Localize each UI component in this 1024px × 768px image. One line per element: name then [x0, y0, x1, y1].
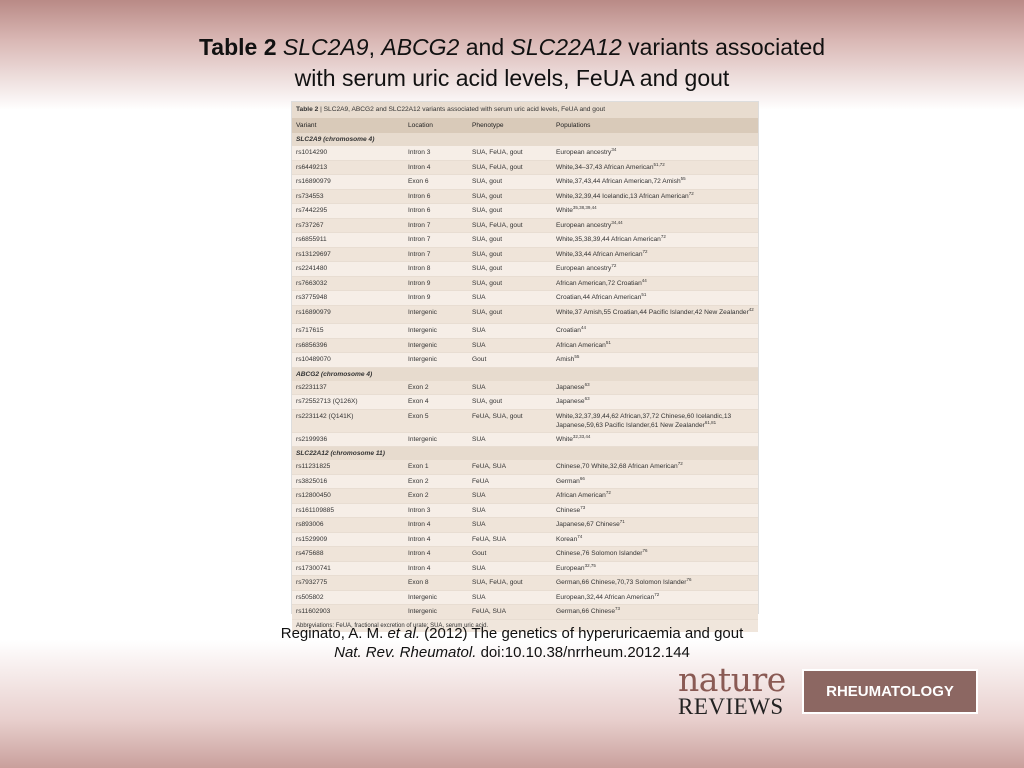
variants-table — [291, 101, 759, 629]
cell-phenotype: SUA, gout — [472, 178, 503, 185]
reference-superscript: 71 — [619, 518, 625, 524]
citation-rest: (2012) The genetics of hyperuricaemia and gout — [424, 625, 744, 642]
table-row — [292, 518, 758, 533]
cell-populations — [556, 412, 758, 430]
population-text: Japanese — [556, 383, 585, 391]
reference-superscript: 51,72 — [653, 161, 665, 167]
cell-location: Intron 9 — [408, 279, 431, 287]
cell-variant: rs893006 — [296, 521, 324, 528]
table-row — [292, 262, 758, 277]
cell-populations — [556, 605, 758, 619]
cell-phenotype: SUA, FeUA, gout — [472, 579, 523, 586]
cell-phenotype: SUA — [472, 294, 486, 301]
cell-variant: rs6449213 — [296, 163, 328, 171]
reference-superscript: 63 — [584, 381, 590, 387]
population-text: Amish — [556, 356, 575, 363]
title-gene1: SLC2A9 — [282, 34, 369, 60]
reference-superscript: 76 — [642, 547, 648, 553]
cell-variant: rs12800450 — [296, 492, 331, 499]
cell-variant: rs7932775 — [296, 579, 328, 586]
cell-location: Intron 4 — [408, 564, 431, 572]
reference-superscript: 74 — [577, 533, 583, 539]
table-row — [292, 248, 758, 263]
cell-populations — [556, 219, 758, 233]
cell-variant: rs505802 — [296, 593, 324, 601]
table-section-title: SLC2A9 (chromosome 4) — [292, 133, 758, 146]
table-row — [292, 475, 758, 490]
cell-phenotype: SUA — [472, 521, 486, 528]
cell-populations — [556, 489, 758, 503]
reference-superscript: 76 — [686, 576, 692, 582]
cell-populations — [556, 277, 758, 291]
header-phenotype: Phenotype — [472, 122, 504, 129]
cell-phenotype: SUA, gout — [472, 250, 503, 258]
cell-populations — [556, 591, 758, 605]
reference-superscript: 72 — [660, 233, 666, 239]
reference-superscript: 73 — [615, 605, 621, 611]
cell-phenotype: FeUA, SUA — [472, 463, 507, 470]
table-row — [292, 277, 758, 292]
reference-superscript: 55 — [680, 175, 686, 181]
cell-phenotype: SUA — [472, 492, 486, 499]
reference-superscript: 72 — [688, 190, 694, 196]
citation-line1 — [0, 624, 1024, 643]
cell-populations — [556, 433, 758, 447]
cell-populations — [556, 395, 758, 409]
cell-phenotype: FeUA, SUA — [472, 535, 507, 543]
cell-variant: rs2241480 — [296, 265, 328, 272]
cell-variant: rs717615 — [296, 327, 324, 334]
cell-populations — [556, 324, 758, 338]
cell-variant: rs11231825 — [296, 463, 331, 470]
population-text: Chinese,76 Solomon Islander — [556, 550, 643, 557]
table-abbreviations: Abbreviations: FeUA, fractional excretion of urate; SUA, serum uric acid. — [292, 620, 758, 632]
cell-variant: rs161109885 — [296, 506, 335, 514]
table-caption — [292, 102, 758, 118]
cell-populations — [556, 291, 758, 305]
cell-phenotype: SUA, FeUA, gout — [472, 149, 523, 156]
table-row — [292, 381, 758, 396]
reference-superscript: 44 — [641, 277, 647, 283]
cell-phenotype: FeUA, SUA — [472, 608, 507, 615]
cell-variant: rs475688 — [296, 550, 324, 557]
table-row — [292, 291, 758, 306]
table-row — [292, 504, 758, 519]
citation-doi: doi:10.10.38/nrrheum.2012.144 — [480, 644, 690, 661]
table-row — [292, 219, 758, 234]
cell-variant: rs16890979 — [296, 178, 331, 185]
title-gene2: ABCG2 — [381, 34, 460, 60]
cell-location: Exon 8 — [408, 579, 429, 586]
cell-location: Intergenic — [408, 435, 437, 443]
title-sep1: , — [368, 34, 375, 60]
cell-location: Intron 4 — [408, 535, 431, 543]
table-row — [292, 306, 758, 325]
table-row — [292, 339, 758, 354]
cell-variant: rs13129697 — [296, 250, 331, 258]
table-section-title: SLC22A12 (chromosome 11) — [292, 447, 758, 460]
cell-location: Intergenic — [408, 608, 437, 615]
title-rest: variants associated — [628, 34, 826, 60]
table-row — [292, 175, 758, 190]
population-text: Croatian — [556, 327, 581, 334]
table-row — [292, 547, 758, 562]
cell-populations — [556, 190, 758, 204]
cell-location: Intron 3 — [408, 506, 431, 514]
cell-phenotype: Gout — [472, 356, 487, 363]
population-text: Japanese — [556, 398, 585, 405]
cell-variant: rs3825016 — [296, 477, 328, 485]
cell-populations — [556, 308, 758, 317]
table-row — [292, 562, 758, 577]
citation — [0, 624, 1024, 662]
cell-location: Intergenic — [408, 593, 437, 601]
cell-populations — [556, 576, 758, 590]
cell-phenotype: SUA — [472, 383, 486, 391]
cell-location: Exon 4 — [408, 398, 429, 405]
population-text: European — [556, 564, 585, 572]
cell-variant: rs1014290 — [296, 149, 328, 156]
reference-superscript: 72 — [677, 460, 683, 466]
cell-variant: rs1529909 — [296, 535, 328, 543]
population-text: African American — [556, 492, 606, 499]
cell-variant: rs16890979 — [296, 308, 331, 316]
table-row — [292, 395, 758, 410]
title-bold: Table 2 — [198, 34, 277, 60]
cell-phenotype: SUA — [472, 564, 486, 572]
cell-populations — [556, 353, 758, 367]
cell-location: Intron 7 — [408, 236, 431, 243]
cell-location: Intron 4 — [408, 521, 431, 528]
cell-phenotype: SUA, gout — [472, 398, 503, 405]
cell-phenotype: SUA, gout — [472, 192, 503, 200]
citation-etal: et al. — [387, 625, 420, 642]
cell-variant: rs11602903 — [296, 608, 331, 615]
cell-phenotype: SUA, FeUA, gout — [472, 221, 523, 229]
cell-variant: rs2231142 (Q141K) — [296, 412, 354, 420]
slide-title-line2: with serum uric acid levels, FeUA and gout — [294, 65, 730, 91]
cell-phenotype: SUA, gout — [472, 279, 503, 287]
reference-superscript: 34 — [611, 146, 617, 152]
reference-superscript: 72 — [642, 248, 648, 254]
cell-populations — [556, 175, 758, 189]
population-text: European ancestry — [556, 265, 612, 272]
reference-superscript: 35,38,39,44 — [572, 204, 597, 210]
reference-superscript: 63 — [584, 395, 590, 401]
cell-location: Intron 6 — [408, 207, 431, 214]
cell-location: Intron 4 — [408, 550, 431, 557]
cell-populations — [556, 262, 758, 276]
reference-superscript: 44 — [580, 324, 586, 330]
table-caption-text: | SLC2A9, ABCG2 and SLC22A12 variants associated with serum uric acid levels, FeUA and gout — [320, 106, 606, 113]
population-text: German,66 Chinese — [556, 608, 616, 615]
population-text: Chinese — [556, 506, 581, 514]
cell-location: Exon 6 — [408, 178, 429, 185]
cell-variant: rs2231137 — [296, 383, 327, 391]
table-section-title: ABCG2 (chromosome 4) — [292, 368, 758, 381]
reference-superscript: 72 — [611, 262, 617, 268]
cell-variant: rs3775948 — [296, 294, 328, 301]
population-text: African American,72 Croatian — [556, 279, 642, 287]
cell-location: Intron 8 — [408, 265, 431, 272]
cell-location: Intron 7 — [408, 221, 431, 229]
population-text: Croatian,44 African American — [556, 294, 642, 301]
cell-phenotype: SUA, gout — [472, 236, 503, 243]
table-body — [292, 133, 758, 620]
cell-variant: rs737267 — [296, 221, 324, 229]
cell-populations — [556, 562, 758, 576]
cell-phenotype: SUA — [472, 593, 486, 601]
population-text: White,34–37,43 African American — [556, 163, 654, 171]
cell-variant: rs10489070 — [296, 356, 331, 363]
cell-populations — [556, 161, 758, 175]
cell-variant: rs7663032 — [296, 279, 328, 287]
cell-populations — [556, 381, 758, 395]
population-text: White,37,43,44 African American,72 Amish — [556, 178, 681, 185]
population-text: White — [556, 435, 573, 443]
cell-location: Intergenic — [408, 341, 437, 349]
cell-variant: rs6855911 — [296, 236, 327, 243]
slide-title-line1 — [0, 32, 1024, 63]
reference-superscript: 66 — [579, 475, 585, 481]
table-row — [292, 433, 758, 448]
cell-populations — [556, 146, 758, 160]
cell-phenotype: Gout — [472, 550, 487, 557]
reference-superscript: 72 — [654, 591, 660, 597]
cell-populations — [556, 233, 758, 247]
table-header-row — [292, 118, 758, 133]
citation-journal: Nat. Rev. Rheumatol. — [334, 644, 477, 661]
cell-location: Intron 6 — [408, 192, 431, 200]
cell-location: Exon 2 — [408, 477, 429, 485]
population-text: White,33,44 African American — [556, 250, 643, 258]
cell-variant: rs2199936 — [296, 435, 328, 443]
cell-populations — [556, 339, 758, 353]
table-row — [292, 576, 758, 591]
reference-superscript: 51 — [641, 291, 647, 297]
header-populations: Populations — [556, 122, 591, 129]
table-row — [292, 460, 758, 475]
header-variant: Variant — [296, 122, 317, 129]
population-text: White,37 Amish,55 Croatian,44 Pacific Islander,42 New Zealander — [556, 308, 749, 316]
cell-location: Exon 5 — [408, 412, 429, 420]
reference-superscript: 51 — [605, 339, 611, 345]
citation-line2 — [0, 643, 1024, 662]
cell-location: Intron 4 — [408, 163, 431, 171]
population-text: Chinese,70 White,32,68 African American — [556, 463, 678, 470]
cell-variant: rs6856396 — [296, 341, 328, 349]
population-text: European ancestry — [556, 149, 612, 156]
population-text: White — [556, 207, 573, 214]
cell-location: Exon 1 — [408, 463, 429, 470]
table-row — [292, 146, 758, 161]
table-row — [292, 190, 758, 205]
reference-superscript: 55 — [574, 353, 580, 359]
reference-superscript: 32,75 — [584, 562, 596, 568]
cell-phenotype: SUA — [472, 341, 486, 349]
cell-location: Intron 7 — [408, 250, 431, 258]
table-row — [292, 591, 758, 606]
population-text: European ancestry — [556, 221, 612, 229]
population-text: Japanese,67 Chinese — [556, 521, 620, 528]
table-row — [292, 533, 758, 548]
population-text: African American — [556, 341, 606, 349]
population-text: White,35,38,39,44 African American — [556, 236, 661, 243]
reference-superscript: 34,44 — [611, 219, 623, 225]
cell-phenotype: SUA, FeUA, gout — [472, 163, 523, 171]
table-row — [292, 324, 758, 339]
population-text: White,32,39,44 Icelandic,13 African American — [556, 192, 689, 200]
cell-populations — [556, 460, 758, 474]
cell-location: Intron 3 — [408, 149, 431, 156]
cell-populations — [556, 248, 758, 262]
cell-variant: rs17300741 — [296, 564, 331, 572]
cell-location: Intergenic — [408, 327, 437, 334]
slide-title — [0, 32, 1024, 94]
table-row — [292, 353, 758, 368]
cell-populations — [556, 504, 758, 518]
logo-rheumatology-text: RHEUMATOLOGY — [826, 683, 954, 700]
table-row — [292, 489, 758, 504]
title-and: and — [465, 34, 505, 60]
population-text: White,32,37,39,44,62 African,37,72 Chinese,60 Icelandic,13 Japanese,59,63 Pacific Islander,61 New Zealander — [556, 412, 732, 429]
cell-populations — [556, 547, 758, 561]
table-row — [292, 410, 758, 433]
cell-location: Intergenic — [408, 308, 437, 316]
cell-populations — [556, 204, 758, 218]
cell-populations — [556, 518, 758, 532]
population-text: European,32,44 African American — [556, 593, 655, 601]
cell-location: Exon 2 — [408, 383, 429, 391]
reference-superscript: 61,81 — [704, 419, 717, 425]
cell-location: Intergenic — [408, 356, 437, 363]
cell-populations — [556, 475, 758, 489]
cell-phenotype: FeUA, SUA, gout — [472, 412, 523, 420]
population-text: German,66 Chinese,70,73 Solomon Islander — [556, 579, 687, 586]
reference-superscript: 32,33,44 — [572, 433, 591, 439]
cell-location: Intron 9 — [408, 294, 431, 301]
citation-authors: Reginato, A. M. — [280, 625, 384, 642]
cell-phenotype: SUA — [472, 327, 486, 334]
logo-nature-text: nature — [678, 660, 786, 699]
table-row — [292, 605, 758, 620]
cell-variant: rs7442295 — [296, 207, 328, 214]
population-text: Korean — [556, 535, 578, 543]
nature-reviews-logo — [676, 660, 978, 719]
cell-phenotype: SUA, gout — [472, 265, 503, 272]
cell-location: Exon 2 — [408, 492, 429, 499]
cell-phenotype: SUA, gout — [472, 207, 503, 214]
title-gene3: SLC22A12 — [510, 34, 622, 60]
table-caption-bold: Table 2 — [296, 106, 319, 113]
population-text: German — [556, 477, 580, 485]
logo-reviews-text: REVIEWS — [678, 694, 784, 719]
reference-superscript: 42 — [748, 306, 754, 312]
header-location: Location — [408, 122, 433, 129]
reference-superscript: 73 — [580, 504, 586, 510]
cell-phenotype: SUA — [472, 506, 486, 514]
cell-variant: rs72552713 (Q126X) — [296, 398, 358, 405]
table-row — [292, 204, 758, 219]
cell-phenotype: FeUA — [472, 477, 489, 485]
cell-populations — [556, 533, 758, 547]
logo-rheumatology-band — [802, 669, 978, 714]
cell-phenotype: SUA — [472, 435, 486, 443]
table-row — [292, 161, 758, 176]
reference-superscript: 72 — [605, 489, 611, 495]
cell-variant: rs734553 — [296, 192, 324, 200]
table-row — [292, 233, 758, 248]
cell-phenotype: SUA, gout — [472, 308, 503, 316]
